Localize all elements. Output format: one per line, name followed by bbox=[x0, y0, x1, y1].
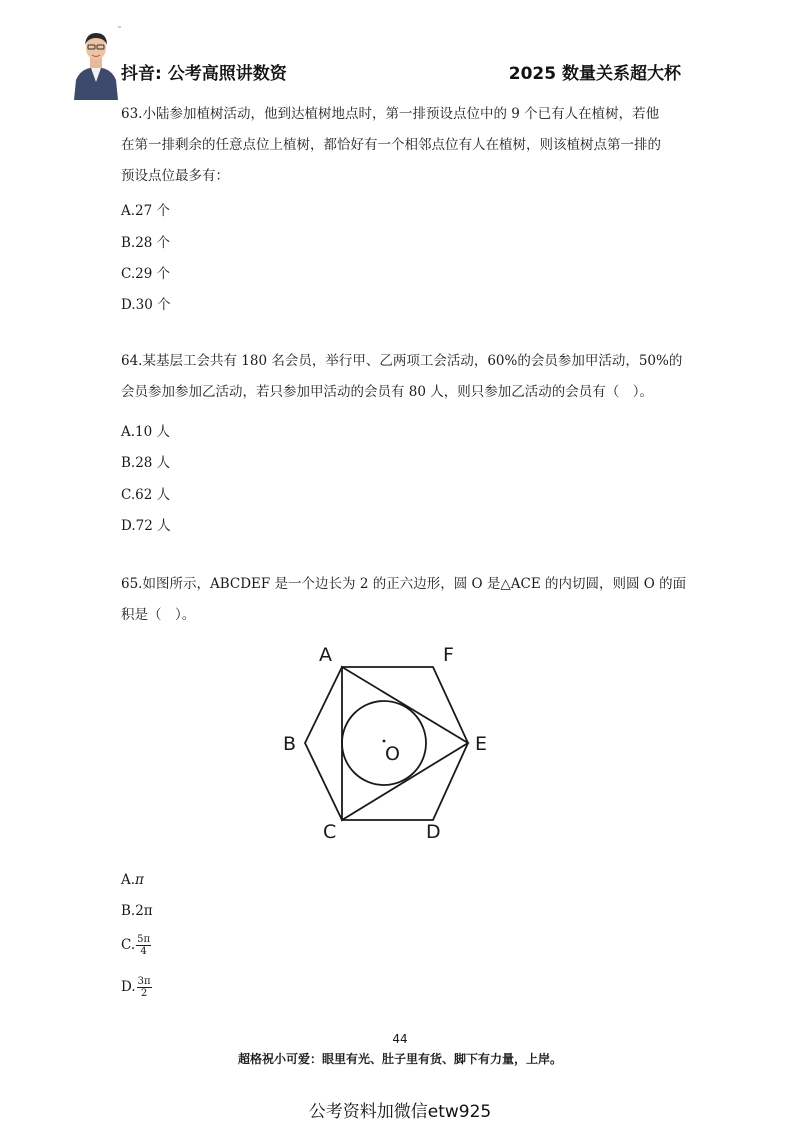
question-64-text bbox=[121, 346, 681, 408]
incircle-o bbox=[342, 701, 426, 785]
label-a: A bbox=[319, 644, 332, 666]
question-line: 63.小陆参加植树活动，他到达植树地点时，第一排预设点位中的 9 个已有人在植树，若他 bbox=[121, 106, 660, 122]
fraction bbox=[137, 976, 152, 999]
fraction-denominator: 2 bbox=[140, 988, 148, 999]
option-prefix: C. bbox=[121, 937, 136, 953]
option-c: C.62 人 bbox=[121, 487, 171, 503]
fraction-numerator: 3π bbox=[137, 976, 151, 987]
center-point bbox=[383, 740, 386, 743]
option-c: C.29 个 bbox=[121, 266, 171, 282]
author-avatar bbox=[70, 24, 122, 100]
option-b bbox=[121, 903, 153, 919]
label-c: C bbox=[323, 821, 337, 843]
page-number: 44 bbox=[392, 1032, 408, 1046]
triangle-ace bbox=[342, 667, 468, 820]
question-line: 积是（ ）。 bbox=[121, 607, 196, 623]
option-a: A.27 个 bbox=[121, 203, 171, 219]
question-line: 64.某基层工会共有 180 名会员，举行甲、乙两项工会活动，60%的会员参加甲活动，50%的 bbox=[121, 353, 683, 369]
fraction-numerator: 5π bbox=[137, 934, 151, 945]
question-line: 预设点位最多有： bbox=[121, 168, 229, 184]
option-value: π bbox=[135, 872, 144, 888]
option-c bbox=[121, 934, 151, 957]
option-d: D.30 个 bbox=[121, 297, 171, 313]
svg-text:™: ™ bbox=[117, 26, 122, 32]
fraction-denominator: 4 bbox=[140, 946, 147, 957]
label-b: B bbox=[283, 733, 297, 755]
option-prefix: A. bbox=[121, 872, 136, 888]
option-b: B.28 个 bbox=[121, 235, 171, 251]
question-line: 65.如图所示，ABCDEF 是一个边长为 2 的正六边形，圆 O 是△ACE 的内切圆，则圆 O 的面 bbox=[121, 576, 687, 592]
label-f: F bbox=[443, 644, 454, 666]
option-a bbox=[121, 872, 144, 888]
hexagon-figure bbox=[270, 638, 510, 848]
label-e: E bbox=[475, 733, 488, 755]
watermark-text: 公考资料加微信etw925 bbox=[308, 1102, 492, 1122]
option-value: 2π bbox=[135, 903, 153, 919]
question-65-text bbox=[121, 569, 687, 631]
header-right-title: 2025 数量关系超大杯 bbox=[508, 64, 681, 84]
footer-message: 超格祝小可爱：眼里有光、肚子里有货、脚下有力量，上岸。 bbox=[237, 1052, 562, 1066]
option-prefix: B. bbox=[121, 903, 136, 919]
option-b: B.28 人 bbox=[121, 455, 171, 471]
option-a: A.10 人 bbox=[121, 424, 171, 440]
question-line: 在第一排剩余的任意点位上植树，都恰好有一个相邻点位有人在植树，则该植树点第一排的 bbox=[121, 137, 661, 153]
label-o: O bbox=[385, 743, 400, 765]
question-63-text bbox=[121, 99, 681, 192]
fraction bbox=[136, 934, 151, 957]
option-prefix: D. bbox=[121, 979, 136, 995]
question-line: 会员参加参加乙活动，若只参加甲活动的会员有 80 人，则只参加乙活动的会员有（ ）。 bbox=[121, 384, 654, 400]
option-d: D.72 人 bbox=[121, 518, 171, 534]
label-d: D bbox=[426, 821, 441, 843]
header-left-title: 抖音: 公考高照讲数资 bbox=[121, 64, 287, 84]
option-d bbox=[121, 976, 152, 999]
